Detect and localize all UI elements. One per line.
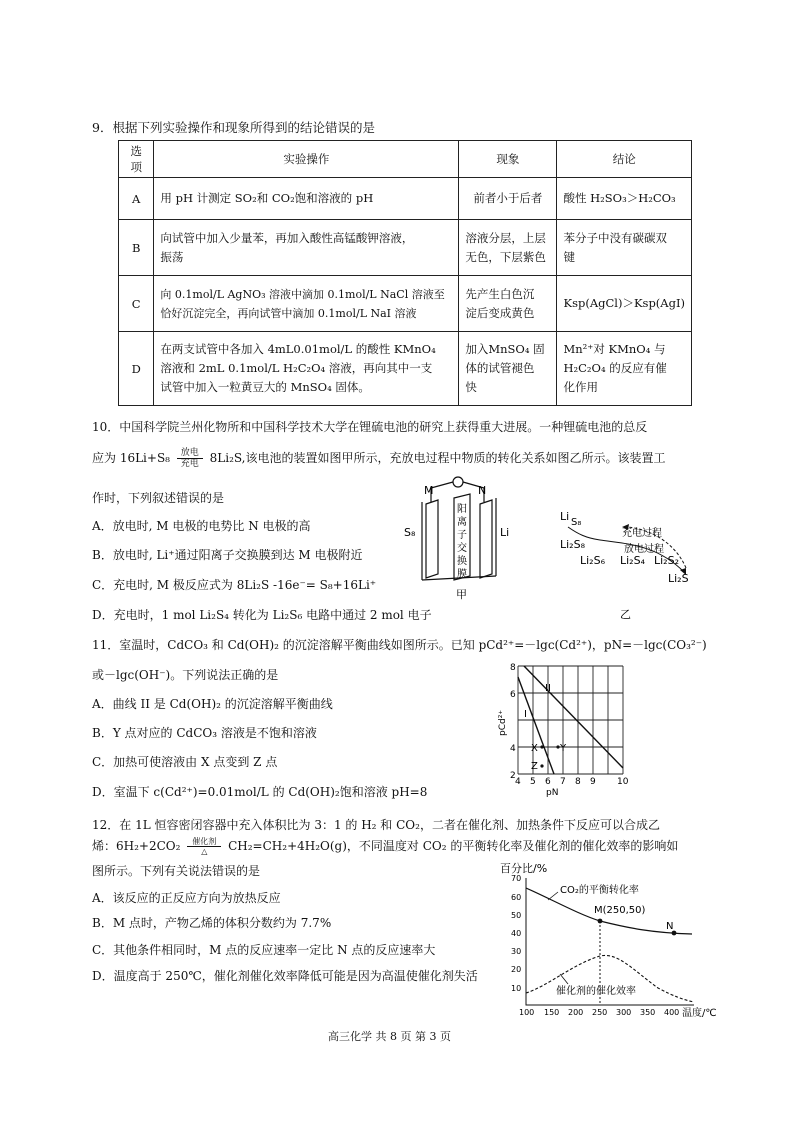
label-li2s8: Li₂S₈ [560, 538, 585, 551]
table-row [119, 178, 692, 220]
arrow-bottom-label: △ [201, 847, 208, 856]
cell-text: 加入MnSO₄ 固 [465, 342, 545, 356]
label-point-y: Y [560, 743, 567, 754]
q10-line2-pre: 应为 16Li+S₈ [92, 451, 170, 465]
y-tick: 10 [511, 984, 522, 993]
cell-text: 用 pH 计测定 SO₂和 CO₂饱和溶液的 pH [160, 191, 374, 205]
cell-text: H₂C₂O₄ 的反应有催 [563, 361, 667, 375]
label-curve-ii: II [545, 683, 551, 694]
cell-text: 振荡 [160, 249, 184, 264]
label-m: M [424, 484, 434, 497]
label-li: Li [500, 526, 510, 539]
label-series-efficiency: 催化剂的催化效率 [556, 986, 636, 997]
leader-line [560, 974, 568, 984]
x-tick: 8 [575, 777, 581, 787]
row-option: C [119, 276, 154, 332]
q11-option-d: D．室温下 c(Cd²⁺)=0.01mol/L 的 Cd(OH)₂饱和溶液 pH=8 [92, 785, 428, 799]
cell-text: 酸性 H₂SO₃＞H₂CO₃ [563, 191, 676, 205]
cell-text: 化作用 [563, 380, 598, 394]
x-tick: 100 [519, 1008, 535, 1017]
label-s8: S₈ [404, 526, 416, 539]
y-tick: 70 [511, 874, 522, 883]
reaction-arrow [187, 837, 221, 856]
q12-line2-pre: 烯：6H₂+2CO₂ [92, 839, 181, 853]
row-option: D [119, 332, 154, 406]
cell-text: 键 [563, 249, 575, 264]
q12-line2-post: CH₂=CH₂+4H₂O(g)，不同温度对 CO₂ 的平衡转化率及催化剂的催化效率的影响如 [228, 839, 679, 853]
q12-chart [498, 858, 722, 1018]
label-point-m: M(250,50) [594, 905, 646, 916]
q11-option-c: C．加热可使溶液由 X 点变到 Z 点 [92, 755, 278, 769]
row-option: A [119, 178, 154, 220]
x-tick: 200 [568, 1008, 584, 1017]
membrane-char: 离 [457, 517, 467, 528]
cell-text: 在两支试管中各加入 4mL0.01mol/L 的酸性 KMnO₄ [160, 342, 436, 356]
y-tick: 30 [511, 947, 522, 956]
q10-stem-line1: 10．中国科学院兰州化物所和中国科学技术大学在锂硫电池的研究上获得重大进展。一种锂硫电池的总反 [92, 420, 648, 434]
arrow-bottom-label: 充电 [180, 459, 199, 469]
y-axis-label: 百分比/% [500, 862, 548, 875]
cell-text: 淀后变成黄色 [465, 305, 535, 320]
row-option: B [119, 220, 154, 276]
q12-option-d: D．温度高于 250℃，催化剂催化效率降低可能是因为高温使催化剂失活 [92, 969, 478, 983]
header-option: 选项 [119, 141, 154, 178]
leader-line [548, 892, 558, 900]
electrode-m [426, 500, 438, 578]
arrow-top-label: 放电 [180, 448, 199, 458]
cell-text: Mn²⁺对 KMnO₄ 与 [563, 342, 666, 356]
caption-jia: 甲 [456, 588, 467, 600]
x-tick: 5 [530, 777, 536, 787]
q10-option-a: A．放电时, M 电极的电势比 N 电极的高 [92, 519, 311, 533]
header-phenomenon: 现象 [459, 141, 557, 178]
cell-text: 恰好沉淀完全，再向试管中滴加 0.1mol/L NaI 溶液 [160, 306, 417, 320]
membrane-char: 膜 [457, 569, 467, 580]
x-tick: 150 [544, 1008, 560, 1017]
q10-stem-line2 [92, 448, 666, 469]
q9-table [118, 140, 692, 406]
q11-option-b: B．Y 点对应的 CdCO₃ 溶液是不饱和溶液 [92, 726, 317, 740]
battery-diagram-jia [398, 476, 528, 600]
q11-chart [494, 660, 644, 800]
point-x [540, 745, 543, 748]
label-series-conversion: CO₂的平衡转化率 [560, 885, 639, 896]
x-tick: 7 [560, 777, 566, 787]
q10-line2-post: 8Li₂S,该电池的装置如图甲所示，充放电过程中物质的转化关系如图乙所示。该装置工 [209, 451, 666, 465]
q10-stem-line3: 作时，下列叙述错误的是 [92, 491, 225, 505]
table-row [119, 332, 692, 406]
membrane-char: 换 [457, 556, 467, 567]
cell-text: 先产生白色沉 [465, 286, 535, 301]
cell-text: 溶液和 2mL 0.1mol/L H₂C₂O₄ 溶液，再向其中一支 [160, 361, 433, 375]
x-tick: 400 [664, 1008, 680, 1017]
x-tick: 4 [515, 777, 521, 787]
y-tick: 4 [510, 744, 516, 754]
x-tick: 9 [590, 777, 596, 787]
y-tick: 60 [511, 893, 522, 902]
label-discharge: 放电过程 [624, 544, 664, 555]
label-point-z: Z [531, 761, 538, 772]
cell-text: 快 [465, 380, 477, 394]
label-n: N [478, 484, 487, 497]
cell-text: 向 0.1mol/L AgNO₃ 溶液中滴加 0.1mol/L NaCl 溶液至 [160, 287, 445, 301]
caption-yi: 乙 [620, 608, 631, 621]
membrane-char: 子 [457, 530, 467, 541]
x-tick: 300 [616, 1008, 632, 1017]
x-tick: 250 [592, 1008, 608, 1017]
q10-option-c: C．充电时, M 极反应式为 8Li₂S -16e⁻= S₈+16Li⁺ [92, 578, 377, 592]
label-li2s2: Li₂S₂ [654, 554, 679, 567]
header-conclusion: 结论 [557, 141, 692, 178]
label-point-x: X [531, 743, 538, 754]
membrane-char: 交 [457, 543, 467, 554]
q11-stem-line2: 或－lgc(OH⁻)。下列说法正确的是 [92, 668, 279, 682]
wire-left [431, 482, 453, 502]
header-operation: 实验操作 [154, 141, 459, 178]
cell-text: 试管中加入一粒黄豆大的 MnSO₄ 固体。 [160, 380, 370, 394]
q12-stem-line2 [92, 837, 678, 856]
x-tick: 10 [617, 777, 629, 787]
membrane-char: 阳 [457, 504, 467, 515]
label-li2s6: Li₂S₆ [580, 554, 605, 567]
y-tick: 40 [511, 929, 522, 938]
q10-option-d: D．充电时，1 mol Li₂S₄ 转化为 Li₂S₆ 电路中通过 2 mol 电子 [92, 608, 432, 622]
conversion-diagram-yi [556, 500, 706, 624]
label-charge: 充电过程 [622, 528, 662, 539]
label-li2s: Li₂S [668, 572, 689, 585]
label-curve-i: I [524, 709, 527, 720]
table-row [119, 220, 692, 276]
q10-option-b: B．放电时, Li⁺通过阳离子交换膜到达 M 电极附近 [92, 548, 363, 562]
electrode-n [480, 500, 492, 578]
y-tick: 50 [511, 911, 522, 920]
q12-stem-line3: 图所示。下列有关说法错误的是 [92, 864, 261, 878]
y-axis-label: pCd²⁺ [498, 709, 508, 736]
load-icon [453, 477, 463, 487]
y-tick: 8 [510, 663, 516, 673]
cell-text: Ksp(AgCl)＞Ksp(AgI) [563, 296, 685, 310]
label-li2s4: Li₂S₄ [620, 554, 645, 567]
q12-option-a: A．该反应的正反应方向为放热反应 [92, 891, 281, 905]
x-tick: 350 [640, 1008, 656, 1017]
q12-option-b: B．M 点时，产物乙烯的体积分数约为 7.7% [92, 916, 332, 930]
label-point-n: N [666, 921, 674, 932]
q12-stem-line1: 12．在 1L 恒容密闭容器中充入体积比为 3：1 的 H₂ 和 CO₂，二者在催化剂、加热条件下反应可以合成乙 [92, 818, 660, 832]
q9-stem: 9．根据下列实验操作和现象所得到的结论错误的是 [92, 120, 375, 135]
label-li: Li [560, 510, 570, 523]
x-axis-label: pN [546, 788, 559, 798]
label-s8: S₈ [571, 517, 582, 528]
page-footer: 高三化学 共 8 页 第 3 页 [328, 1030, 451, 1043]
y-tick: 20 [511, 965, 522, 974]
table-header-row [119, 141, 692, 178]
cell-text: 前者小于后者 [473, 191, 543, 205]
point-z [540, 764, 543, 767]
y-tick: 2 [510, 771, 516, 781]
q11-option-a: A．曲线 II 是 Cd(OH)₂ 的沉淀溶解平衡曲线 [92, 697, 333, 711]
table-row [119, 276, 692, 332]
cell-text: 苯分子中没有碳碳双 [563, 230, 667, 245]
cell-text: 溶液分层，上层 [465, 230, 546, 245]
q11-stem-line1: 11．室温时，CdCO₃ 和 Cd(OH)₂ 的沉淀溶解平衡曲线如图所示。已知 pCd²⁺=－lgc(Cd²⁺)，pN=－lgc(CO₃²⁻) [92, 638, 707, 652]
cell-text: 体的试管褪色 [465, 361, 535, 375]
reaction-arrow [177, 448, 203, 469]
arrow-top-label: 催化剂 [192, 837, 217, 846]
cell-text: 向试管中加入少量苯，再加入酸性高锰酸钾溶液， [160, 230, 414, 245]
point-m [598, 919, 603, 924]
y-tick: 6 [510, 690, 516, 700]
cell-text: 无色，下层紫色 [465, 249, 546, 264]
x-axis-label: 温度/℃ [682, 1008, 717, 1018]
q12-option-c: C．其他条件相同时，M 点的反应速率一定比 N 点的反应速率大 [92, 943, 436, 957]
x-tick: 6 [545, 777, 551, 787]
